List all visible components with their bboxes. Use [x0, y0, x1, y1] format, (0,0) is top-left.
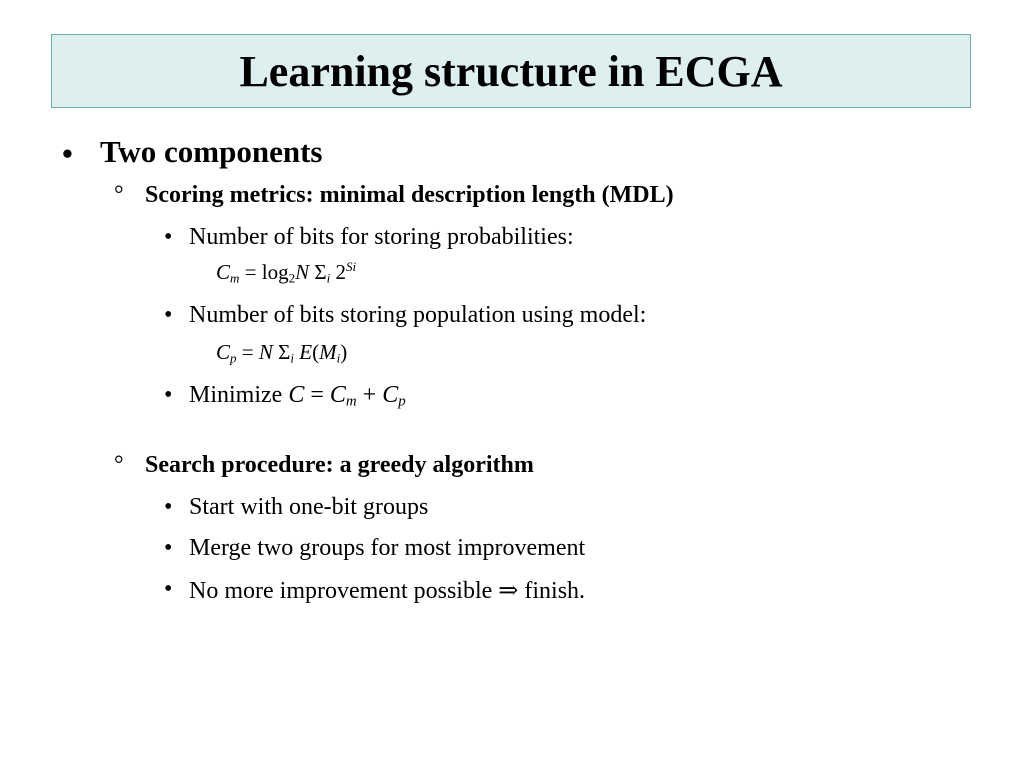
- scoring-item-bits-probabilities: Number of bits for storing probabilities:: [189, 224, 574, 250]
- search-item-finish: No more improvement possible ⇒ finish.: [189, 578, 586, 604]
- bullet-level3: •: [164, 224, 173, 250]
- slide-title: Learning structure in ECGA: [239, 46, 783, 96]
- scoring-item-bits-population: Number of bits storing population using model:: [189, 302, 647, 328]
- bullet-level3: •: [164, 576, 173, 602]
- bullet-level2-scoring: °: [114, 182, 124, 208]
- search-item-start: Start with one-bit groups: [189, 494, 429, 520]
- search-item-merge: Merge two groups for most improvement: [189, 535, 586, 561]
- bullet-level3: •: [164, 535, 173, 561]
- formula-cp: $C_p = N$ $\Sigma_i$ $E(M_i)$: [216, 340, 348, 366]
- bullet-level1: •: [62, 136, 73, 171]
- formula-cm: $C_m = \log_2N$ $\Sigma_i$ $2^{Si}$: [216, 259, 357, 286]
- implies-arrow-icon: ⇒: [498, 578, 519, 604]
- bullet-level3: •: [164, 302, 173, 328]
- bullet-level3: •: [164, 382, 173, 408]
- level1-text: Two components: [100, 134, 323, 169]
- scoring-item-minimize: Minimize $C = C_m + C_p$: [189, 382, 406, 410]
- title-box: [51, 34, 971, 108]
- scoring-heading: Scoring metrics: minimal description length (MDL): [145, 182, 674, 208]
- bullet-level2-search: °: [114, 452, 124, 478]
- bullet-level3: •: [164, 494, 173, 520]
- search-heading: Search procedure: a greedy algorithm: [145, 452, 534, 478]
